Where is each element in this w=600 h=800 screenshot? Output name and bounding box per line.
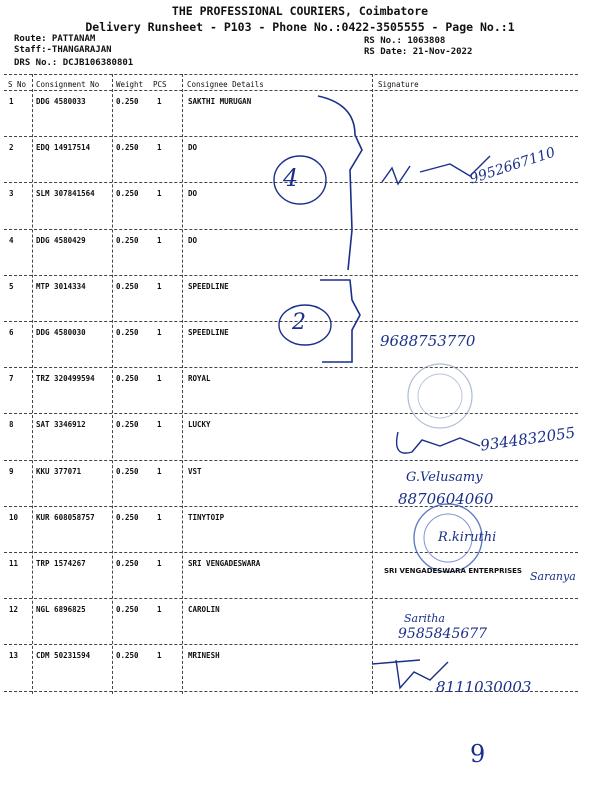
- row-weight: 0.250: [116, 97, 139, 106]
- row-weight: 0.250: [116, 512, 139, 522]
- row-sno: 9: [9, 466, 14, 476]
- row-consignment-no: KKU 377071: [36, 466, 82, 476]
- handwritten-name: Saranya: [530, 570, 576, 583]
- row-weight: 0.250: [116, 559, 139, 568]
- row-consignment-no: DDG 4580030: [36, 328, 86, 337]
- handwritten-phone: 9688753770: [380, 332, 476, 350]
- handwritten-phone: 8111030003: [436, 678, 532, 696]
- handwritten-name: R.kiruthi: [438, 530, 497, 545]
- col-header-signature: Signature: [378, 80, 419, 89]
- row-sno: 6: [9, 328, 14, 337]
- row-consignee: ROYAL: [188, 374, 211, 384]
- row-pcs: 1: [157, 281, 162, 291]
- handwritten-name: Saritha: [404, 612, 445, 625]
- row-weight: 0.250: [116, 651, 139, 661]
- rs-date: RS Date: 21-Nov-2022: [364, 47, 473, 57]
- company-title: THE PROFESSIONAL COURIERS, Coimbatore: [171, 4, 429, 18]
- row-consignee: SAKTHI MURUGAN: [188, 97, 252, 106]
- row-consignee: LUCKY: [188, 420, 211, 430]
- row-pcs: 1: [157, 605, 162, 615]
- row-consignee: SPEEDLINE: [188, 328, 229, 337]
- row-sno: 10: [9, 512, 19, 522]
- rs-number: RS No.: 1063808: [364, 36, 446, 46]
- col-header-sno: S No: [8, 80, 27, 89]
- row-sno: 2: [9, 143, 14, 153]
- circle-number: 4: [283, 164, 299, 192]
- row-consignment-no: TRZ 320499594: [36, 374, 95, 384]
- row-consignee: MRINESH: [188, 651, 220, 661]
- handwritten-phone: 9585845677: [398, 626, 488, 642]
- row-pcs: 1: [157, 420, 162, 430]
- row-consignee: VST: [188, 466, 202, 476]
- row-sno: 8: [9, 420, 14, 430]
- row-consignment-no: EDQ 14917514: [36, 143, 91, 153]
- runsheet-subtitle: Delivery Runsheet - P103 - Phone No.:0422-3505555 - Page No.:1: [85, 20, 515, 34]
- row-sno: 3: [9, 189, 14, 199]
- row-weight: 0.250: [116, 281, 139, 291]
- row-weight: 0.250: [116, 605, 139, 615]
- drs-label: DRS No.: DCJB106380801: [14, 58, 134, 68]
- col-header-consignment: Consignment No: [36, 80, 100, 89]
- row-weight: 0.250: [116, 420, 139, 430]
- staff-label: Staff:-THANGARAJAN: [14, 45, 112, 55]
- row-consignee: DO: [188, 143, 198, 153]
- row-consignment-no: SAT 3346912: [36, 420, 86, 430]
- row-consignment-no: DDG 4580429: [36, 235, 86, 245]
- row-weight: 0.250: [116, 189, 139, 199]
- row-weight: 0.250: [116, 328, 139, 337]
- row-consignee: DO: [188, 235, 198, 245]
- col-header-weight: Weight: [116, 80, 144, 89]
- row-pcs: 1: [157, 235, 162, 245]
- row-consignee: TINYTOIP: [188, 512, 225, 522]
- handwritten-phone: 8870604060: [398, 490, 494, 508]
- row-consignment-no: MTP 3014334: [36, 281, 86, 291]
- row-consignment-no: CDM 50231594: [36, 651, 91, 661]
- row-weight: 0.250: [116, 143, 139, 153]
- handwritten-phone: 9952667110: [467, 144, 558, 188]
- row-sno: 13: [9, 651, 19, 661]
- stamp-seal: [418, 374, 462, 418]
- row-consignment-no: DDG 4580033: [36, 97, 86, 106]
- row-weight: 0.250: [116, 466, 139, 476]
- row-consignment-no: NGL 6896825: [36, 605, 86, 615]
- handwritten-name: G.Velusamy: [406, 470, 483, 485]
- col-header-pcs: PCS: [153, 80, 167, 89]
- row-pcs: 1: [157, 143, 162, 153]
- bracket-mark: [320, 280, 360, 362]
- row-consignee: DO: [188, 189, 198, 199]
- row-pcs: 1: [157, 651, 162, 661]
- row-pcs: 1: [157, 466, 162, 476]
- route-label: Route: PATTANAM: [14, 34, 96, 44]
- row-sno: 1: [9, 97, 14, 106]
- col-header-consignee: Consignee Details: [187, 80, 264, 89]
- row-weight: 0.250: [116, 235, 139, 245]
- row-pcs: 1: [157, 328, 162, 337]
- row-pcs: 1: [157, 374, 162, 384]
- company-stamp-text: SRI VENGADESWARA ENTERPRISES: [384, 567, 522, 575]
- circle-number: 2: [292, 310, 306, 335]
- row-pcs: 1: [157, 189, 162, 199]
- row-consignee: CAROLIN: [188, 605, 220, 615]
- row-consignee: SRI VENGADESWARA: [188, 559, 261, 568]
- signature-scribble: [397, 432, 480, 453]
- row-sno: 5: [9, 281, 14, 291]
- row-weight: 0.250: [116, 374, 139, 384]
- row-pcs: 1: [157, 97, 162, 106]
- row-consignment-no: TRP 1574267: [36, 559, 86, 568]
- row-pcs: 1: [157, 512, 162, 522]
- row-consignment-no: KUR 608058757: [36, 512, 95, 522]
- page-count-mark: 9: [470, 740, 486, 768]
- row-consignment-no: SLM 307841564: [36, 189, 95, 199]
- row-sno: 7: [9, 374, 14, 384]
- row-pcs: 1: [157, 559, 162, 568]
- row-consignee: SPEEDLINE: [188, 281, 229, 291]
- row-sno: 12: [9, 605, 19, 615]
- row-sno: 4: [9, 235, 14, 245]
- bracket-mark: [318, 96, 362, 270]
- circle-mark: [274, 156, 326, 204]
- row-sno: 11: [9, 559, 19, 568]
- handwritten-phone: 9344832055: [479, 423, 577, 455]
